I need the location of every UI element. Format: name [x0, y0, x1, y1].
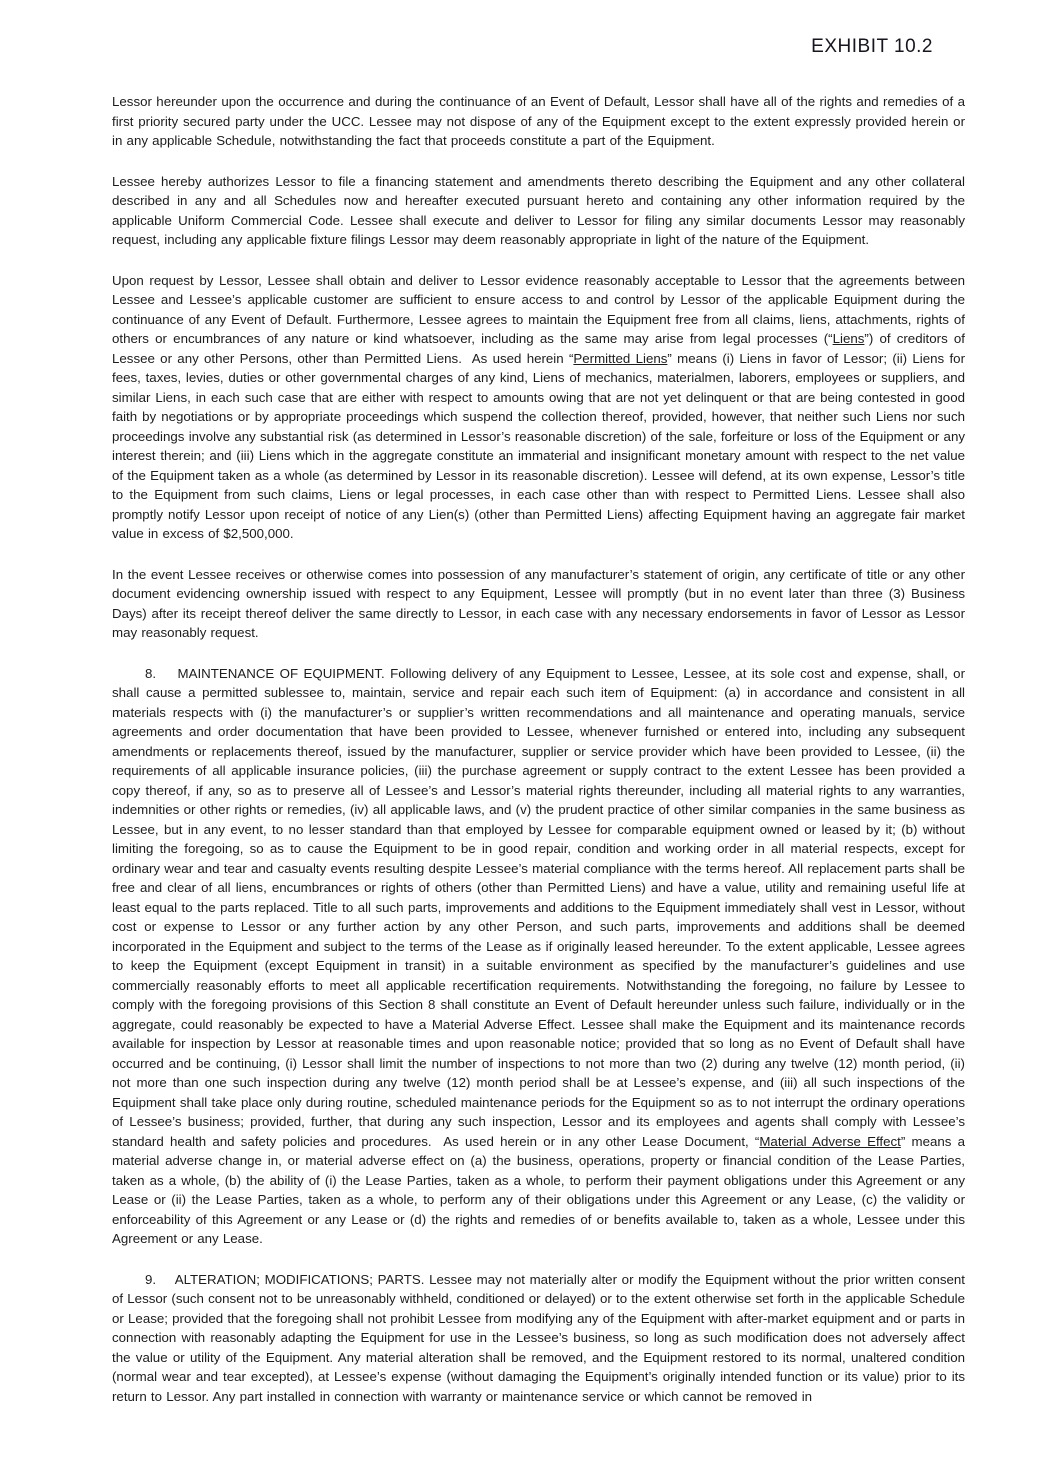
paragraph — [112, 664, 965, 1249]
text-run: ” means (i) Liens in favor of Lessor; (ii) Liens for fees, taxes, levies, duties or other governmental charges of any kind, Liens of mechanics, materialmen, laborers, employees or suppliers, and similar Liens, in each such case that are either with respect to amounts owing that are not yet delinquent or that are being contested in good faith by negotiations or by appropriate proceedings which suspend the collection thereof, provided, however, that neither such Liens nor such proceedings involve any substantial risk (as determined in Lessor’s reasonable discretion) of the sale, forfeiture or loss of the Equipment or any interest therein; and (iii) Liens which in the aggregate constitute an immaterial and insignificant monetary amount with respect to the net value of the Equipment taken as a whole (as determined by Lessor in its reasonable discretion). Lessee will defend, at its own expense, Lessor’s title to the Equipment from such claims, Liens or legal processes, in each case other than with respect to Permitted Liens. Lessee shall also promptly notify Lessor upon receipt of notice of any Lien(s) (other than Permitted Liens) affecting Equipment having an aggregate fair market value in excess of $2,500,000. — [112, 350, 965, 541]
text-run: In the event Lessee receives or otherwise comes into possession of any manufacturer’s statement of origin, any certificate of title or any other document evidencing ownership issued with respect to any Equipment, Lessee will promptly (but in no event later than three (3) Business Days) after its receipt thereof deliver the same directly to Lessor, in each case with any necessary endorsements in favor of Lessor as Lessor may reasonably request. — [112, 566, 965, 640]
paragraph — [112, 172, 965, 250]
paragraph — [112, 565, 965, 643]
paragraph — [112, 1270, 965, 1407]
text-run: ”) of creditors of Lessee or any other Persons, other than Permitted Liens. As used herein “ — [112, 331, 966, 366]
underlined-term: Material Adverse Effect — [759, 1133, 901, 1149]
text-run: ” means a material adverse change in, or material adverse effect on (a) the business, operations, property or financial condition of the Lease Parties, taken as a whole, (b) the ability of (i) the Lease Parties, taken as a whole, to perform their payment obligations under this Agreement or any Lease or (ii) the Lease Parties, taken as a whole, to perform any of their obligations under this Agreement or any Lease, (c) the validity or enforceability of this Agreement or any Lease or (d) the rights and remedies of or benefits available to, taken as a whole, Lessee under this Agreement or any Lease. — [112, 1133, 966, 1246]
paragraph — [112, 92, 965, 151]
text-run: 9. ALTERATION; MODIFICATIONS; PARTS. Lessee may not materially alter or modify the Equipment without the prior written consent of Lessor (such consent not to be unreasonably withheld, conditioned or delayed) or to the extent otherwise set forth in the applicable Schedule or Lease; provided that the foregoing shall not prohibit Lessee from modifying any of the Equipment with after-market equipment and or parts in connection with reasonably adapting the Equipment for use in the Lessee’s business, so long as such modification does not adversely affect the value or utility of the Equipment. Any material alteration shall be removed, and the Equipment restored to its normal, unaltered condition (normal wear and tear excepted), at Lessee’s expense (without damaging the Equipment’s originally intended function or its value) prior to its return to Lessor. Any part installed in connection with warranty or maintenance service or which cannot be removed in — [112, 1271, 965, 1404]
text-run: Lessee hereby authorizes Lessor to file a financing statement and amendments thereto describing the Equipment and any other collateral described in any and all Schedules now and hereafter executed pursuant hereto and containing any other information required by the applicable Uniform Commercial Code. Lessee shall execute and deliver to Lessor for filing any similar documents Lessor may reasonably request, including any applicable fixture filings Lessor may deem reasonably appropriate in light of the nature of the Equipment. — [112, 173, 965, 247]
exhibit-label: EXHIBIT 10.2 — [811, 36, 933, 57]
underlined-term: Liens — [832, 331, 865, 346]
underlined-term: Permitted Liens — [573, 350, 668, 366]
text-run: Upon request by Lessor, Lessee shall obtain and deliver to Lessor evidence reasonably acceptable to Lessor that the agreements between Lessee and Lessee’s applicable customer are sufficient to ensure access to and control by Lessor of the applicable Equipment during the continuance of any Event of Default. Furthermore, Lessee agrees to maintain the Equipment free from all claims, liens, attachments, rights of others or encumbrances of any nature or kind whatsoever, including as the same may arise from legal processes (“ — [112, 272, 965, 346]
text-run: 8. MAINTENANCE OF EQUIPMENT. Following delivery of any Equipment to Lessee, Lessee, at its sole cost and expense, shall, or shall cause a permitted sublessee to, maintain, service and repair each such item of Equipment: (a) in accordance and consistent in all materials respects with (i) the manufacturer’s or supplier’s written recommendations and all maintenance and operating manuals, service agreements and order documentation that have been provided to Lessee, whenever furnished or entered into, including any subsequent amendments or replacements thereof, issued by the manufacturer, supplier or service provider which have been provided to Lessee, (ii) the requirements of all applicable insurance policies, (iii) the purchase agreement or supply contract to the extent Lessee has been provided a copy thereof, if any, so as to preserve all of Lessee’s and Lessor’s material rights thereunder, including all material rights to any warranties, indemnities or other rights or remedies, (iv) all applicable laws, and (v) the prudent practice of other similar companies in the same business as Lessee, but in any event, to no lesser standard than that employed by Lessee for comparable equipment owned or leased by it; (b) without limiting the foregoing, so as to cause the Equipment to be in good repair, condition and working order in all material respects, except for ordinary wear and tear and casualty events resulting despite Lessee’s material compliance with the terms hereof. All replacement parts shall be free and clear of all liens, encumbrances or rights of others (other than Permitted Liens) and have a value, utility and remaining useful life at least equal to the parts replaced. Title to all such parts, improvements and additions to the Equipment immediately shall vest in Lessor, without cost or expense to Lessor or any further action by any other Person, and such parts, improvements and additions shall be deemed incorporated in the Equipment and subject to the terms of the Lease as if originally leased hereunder. To the extent applicable, Lessee agrees to keep the Equipment (except Equipment in transit) in a suitable environment as specified by the manufacturer’s guidelines and use commercially reasonably efforts to meet all applicable recertification requirements. Notwithstanding the foregoing, no failure by Lessee to comply with the foregoing provisions of this Section 8 shall constitute an Event of Default hereunder unless such failure, individually or in the aggregate, could reasonably be expected to have a Material Adverse Effect. Lessee shall make the Equipment and its maintenance records available for inspection by Lessor at reasonable times and upon reasonable notice; provided that so long as no Event of Default shall have occurred and be continuing, (i) Lessor shall limit the number of inspections to not more than two (2) during any twelve (12) month period, (ii) not more than one such inspection during any twelve (12) month period shall be at Lessee’s expense, and (iii) all such inspections of the Equipment shall take place only during routine, scheduled maintenance periods for the Equipment so as to not interrupt the ordinary operations of Lessee’s business; provided, further, that during any such inspection, Lessor and its employees and agents shall comply with Lessee’s standard health and safety policies and procedures. As used herein or in any other Lease Document, “ — [112, 665, 965, 1149]
paragraph — [112, 271, 965, 544]
document-body — [112, 92, 965, 1406]
text-run: Lessor hereunder upon the occurrence and during the continuance of an Event of Default, Lessor shall have all of the rights and remedies of a first priority secured party under the UCC. Lessee may not dispose of any of the Equipment except to the extent expressly provided herein or in any applicable Schedule, notwithstanding the fact that proceeds constitute a part of the Equipment. — [112, 94, 965, 148]
